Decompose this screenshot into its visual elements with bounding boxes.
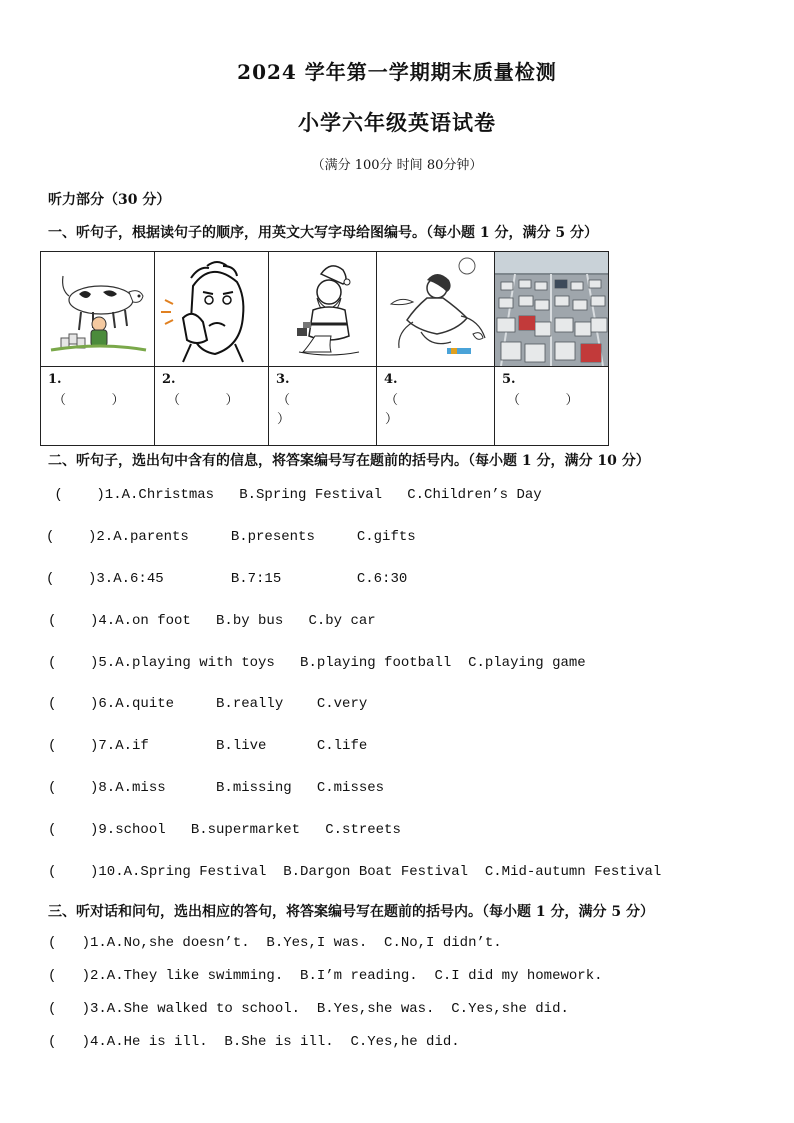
traffic-jam-photo (495, 252, 608, 366)
part2-question-1: ( )1.A.Christmas B.Spring Festival C.Children’s Day (46, 487, 542, 503)
part3-question-2: ( )2.A.They like swimming. B.I’m reading. C.I did my homework. (48, 968, 603, 984)
picture-cell-3 (269, 252, 377, 367)
chang-e-fairy-icon (377, 252, 494, 366)
part3-question-1: ( )1.A.No,she doesn’t. B.Yes,I was. C.No,I didn’t. (48, 935, 502, 951)
answer-cell-3[interactable] (269, 367, 377, 446)
listening-label: 听力部分（30 分） (48, 192, 171, 208)
answer-number: 3. (276, 372, 290, 387)
answer-number: 1. (48, 372, 62, 387)
answer-cell-2[interactable] (155, 367, 269, 446)
part2-question-6: ( )6.A.quite B.really C.very (48, 696, 368, 712)
part1-heading: 一、听句子，根据读句子的顺序，用英文大写字母给图编号。（每小题 1 分，满分 5 分） (48, 225, 598, 241)
answer-cell-4[interactable] (377, 367, 495, 446)
part3-question-3: ( )3.A.She walked to school. B.Yes,she was. C.Yes,she did. (48, 1001, 569, 1017)
picture-table (40, 251, 609, 446)
toothache-man-icon (155, 252, 268, 366)
answer-blank[interactable]: （ ） (53, 393, 125, 408)
answer-blank[interactable]: （ ） (507, 393, 579, 408)
picture-cell-5 (495, 252, 609, 367)
picture-cell-4 (377, 252, 495, 367)
part2-question-8: ( )8.A.miss B.missing C.misses (48, 780, 385, 796)
exam-info: （满分 100分 时间 80分钟） (311, 158, 483, 173)
part3-question-4: ( )4.A.He is ill. B.She is ill. C.Yes,he did. (48, 1034, 460, 1050)
picture-cell-2 (155, 252, 269, 367)
part2-question-9: ( )9.school B.supermarket C.streets (48, 822, 401, 838)
answer-blank[interactable]: （ ） (167, 393, 239, 408)
part2-question-10: ( )10.A.Spring Festival B.Dargon Boat Festival C.Mid-autumn Festival (48, 864, 662, 880)
exam-subtitle: 小学六年级英语试卷 (298, 110, 496, 135)
santa-claus-icon (269, 252, 376, 366)
answer-number: 2. (162, 372, 176, 387)
answer-number: 5. (502, 372, 516, 387)
exam-title: 2024 学年第一学期期末质量检测 (237, 60, 557, 84)
part2-question-7: ( )7.A.if B.live C.life (48, 738, 368, 754)
answer-blank[interactable]: （ ） (277, 393, 291, 427)
answer-cell-5[interactable] (495, 367, 609, 446)
part2-heading: 二、听句子，选出句中含有的信息，将答案编号写在题前的括号内。（每小题 1 分，满分 10 分） (48, 453, 650, 469)
answer-blank[interactable]: （ ） (385, 393, 399, 427)
answer-cell-1[interactable] (41, 367, 155, 446)
picture-cell-1 (41, 252, 155, 367)
part2-question-3: ( )3.A.6:45 B.7:15 C.6:30 (46, 571, 408, 587)
part2-question-4: ( )4.A.on foot B.by bus C.by car (48, 613, 376, 629)
part3-heading: 三、听对话和问句，选出相应的答句，将答案编号写在题前的括号内。（每小题 1 分，满分 5 分） (48, 904, 654, 920)
cow-milking-icon (41, 252, 154, 366)
part2-question-5: ( )5.A.playing with toys B.playing football C.playing game (48, 655, 586, 671)
answer-number: 4. (384, 372, 398, 387)
part2-question-2: ( )2.A.parents B.presents C.gifts (46, 529, 416, 545)
